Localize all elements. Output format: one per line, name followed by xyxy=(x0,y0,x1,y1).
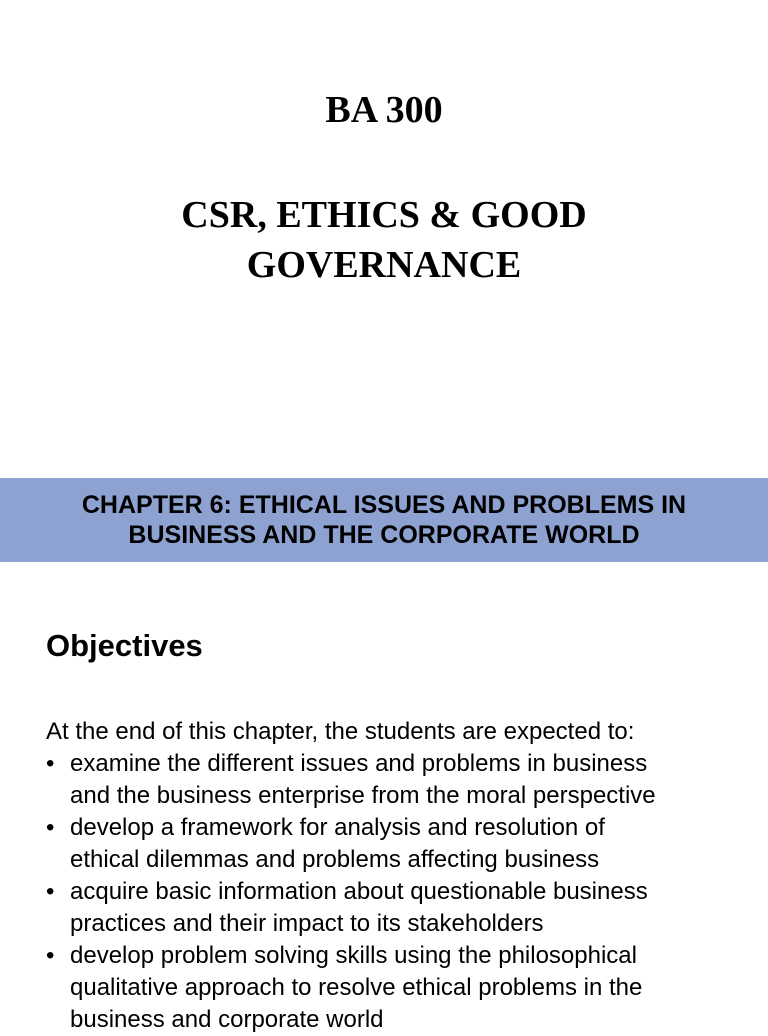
objectives-heading: Objectives xyxy=(46,628,203,663)
chapter-title-line: BUSINESS AND THE CORPORATE WORLD xyxy=(128,521,640,549)
objective-line: qualitative approach to resolve ethical problems in the xyxy=(70,974,643,1001)
objective-line: practices and their impact to its stakeholders xyxy=(70,910,544,937)
course-title-line: CSR, ETHICS & GOOD xyxy=(181,194,587,236)
objective-line: • examine the different issues and problems in business xyxy=(70,750,648,777)
chapter-banner xyxy=(0,478,768,562)
objectives-intro: At the end of this chapter, the students are expected to: xyxy=(46,718,635,745)
objective-line: business and corporate world xyxy=(70,1006,384,1033)
objective-item xyxy=(46,940,746,1036)
objective-item xyxy=(46,876,746,940)
objective-item xyxy=(46,748,746,812)
objective-line: • develop a framework for analysis and resolution of xyxy=(70,814,605,841)
chapter-title-line: CHAPTER 6: ETHICAL ISSUES AND PROBLEMS IN xyxy=(81,491,687,519)
course-code: BA 300 xyxy=(325,89,443,131)
course-title xyxy=(0,190,768,290)
chapter-title xyxy=(82,490,686,550)
objective-line: • develop problem solving skills using the philosophical xyxy=(70,942,637,969)
objective-item xyxy=(46,812,746,876)
objective-line: and the business enterprise from the moral perspective xyxy=(70,782,656,809)
course-title-line: GOVERNANCE xyxy=(246,244,522,286)
objective-line: • acquire basic information about questionable business xyxy=(70,878,648,905)
objectives-list xyxy=(46,748,746,1036)
objective-line: ethical dilemmas and problems affecting business xyxy=(70,846,600,873)
